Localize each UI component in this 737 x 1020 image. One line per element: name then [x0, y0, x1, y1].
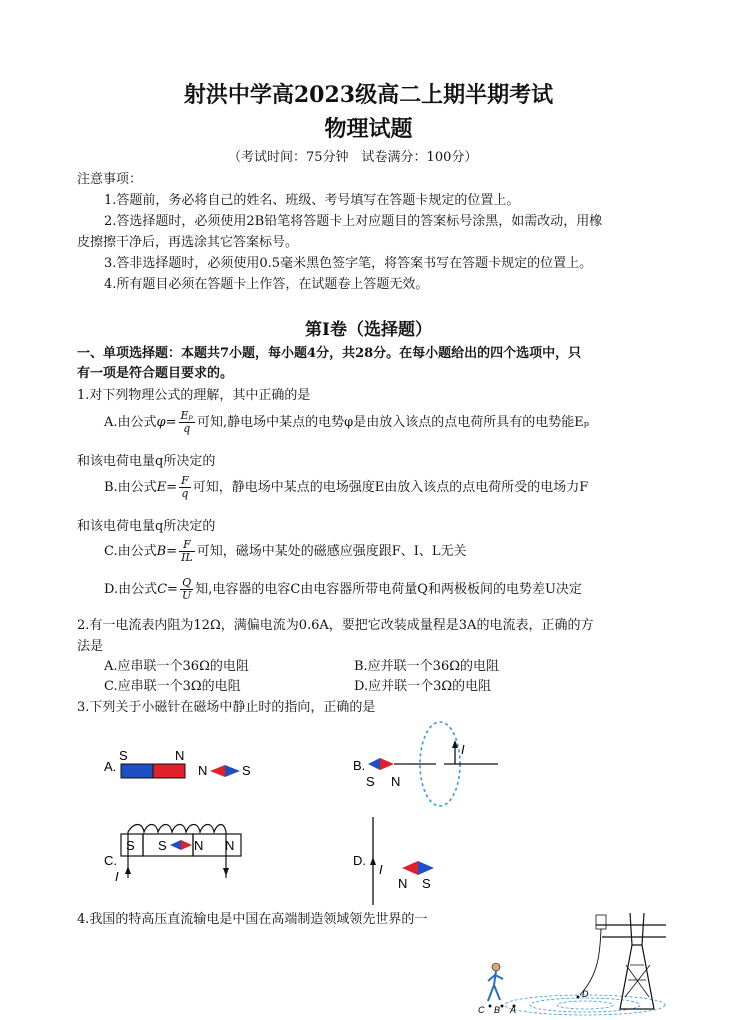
notice-item-1: 1.答题前，务必将自己的姓名、班级、考号填写在答题卡规定的位置上。: [104, 193, 520, 208]
person-head-icon: [492, 963, 500, 971]
point-b-dot: [501, 1005, 504, 1008]
subject-title: 物理试题: [324, 116, 413, 142]
q1-b-fraction: [179, 475, 191, 500]
fig-b-needle-south: [368, 758, 380, 770]
fig-a-needle-south: [225, 765, 240, 777]
q2-option-a: A.应串联一个36Ω的电阻: [104, 659, 249, 674]
q1-option-b-cont: 和该电荷电量q所决定的: [77, 519, 216, 534]
q1-a-den: q: [183, 422, 191, 435]
q1-a-fraction: [179, 410, 195, 435]
q4-figure-transmission-tower: [470, 905, 670, 1015]
q1-option-d: [104, 571, 582, 609]
fig-c-needle-south: [170, 840, 181, 850]
point-a-label: A: [510, 1005, 517, 1015]
fig-a-bar-s: S: [119, 748, 128, 763]
q1-c-fraction: [179, 539, 195, 564]
q1-c-prefix: C.由公式: [104, 544, 157, 559]
q1-b-den: q: [181, 487, 189, 500]
fig-c-right-n: N: [225, 838, 235, 853]
fig-c-current-in-arrow-icon: [125, 866, 131, 874]
fig-d-needle-north: [402, 861, 418, 875]
tower-mast-left: [630, 913, 632, 945]
notice-heading: 注意事项：: [77, 172, 143, 187]
fig-a-bar-n: N: [175, 748, 185, 763]
q1-d-text: 知,电容器的电容C由电容器所带电荷量Q和两极板间的电势差U决定: [195, 582, 582, 597]
fallen-wire: [580, 929, 601, 995]
q3-figure-b: [348, 718, 508, 818]
notice-item-4: 4.所有题目必须在答题卡上作答，在试题卷上答题无效。: [104, 277, 429, 292]
q2-stem-2: 法是: [77, 639, 104, 654]
fig-a-label: A.: [104, 759, 117, 774]
fig-a-needle-north: [210, 765, 225, 777]
tower-lattice: [625, 965, 650, 997]
q1-a-num: Eₚ: [180, 409, 193, 422]
notice-item-2: 2.答选择题时，必须使用2B铅笔将答题卡上对应题目的答案标号涂黑，如需改动，用橡: [104, 214, 603, 229]
point-c-label: C: [478, 1005, 485, 1015]
fig-a-bar-north-half: [153, 764, 185, 778]
q3-figure-c: [100, 818, 260, 898]
q1-d-num: Q: [180, 577, 193, 590]
fig-d-needle-south: [418, 861, 434, 875]
q1-option-b: [104, 469, 588, 507]
q1-a-lhs: φ=: [156, 415, 177, 430]
fig-a-needle-s: S: [242, 763, 251, 778]
fig-b-label: B.: [353, 758, 366, 773]
fig-c-current-out-arrow-icon: [223, 868, 229, 876]
q1-option-c: [104, 533, 467, 571]
q3-figure-a: [100, 738, 280, 788]
q1-c-lhs: B=: [156, 544, 178, 559]
fig-a-bar-south-half: [121, 764, 153, 778]
q1-option-a-cont: 和该电荷电量q所决定的: [77, 454, 216, 469]
q1-b-text: 可知，静电场中某点的电场强度E由放入该点的点电荷所受的电场力F: [192, 480, 589, 495]
q1-b-prefix: B.由公式: [104, 480, 157, 495]
q4-stem: 4.我国的特高压直流输电是中国在高端制造领域领先世界的一: [77, 912, 428, 927]
q2-option-c: C.应串联一个3Ω的电阻: [104, 679, 241, 694]
q2-stem-1: 2.有一电流表内阻为12Ω，满偏电流为0.6A，要把它改装成量程是3A的电流表，正确的方: [77, 618, 594, 633]
section-instruction-1: 一、单项选择题：本题共7小题，每小题4分，共28分。在每小题给出的四个选项中，只: [77, 346, 582, 361]
q3-stem: 3.下列关于小磁针在磁场中静止时的指向，正确的是: [77, 700, 376, 715]
tower-body-icon: [620, 945, 654, 1009]
point-b-label: B: [494, 1005, 501, 1015]
fig-a-needle-n: N: [198, 763, 208, 778]
fig-c-mid-n: N: [194, 838, 204, 853]
q1-a-text: 可知,静电场中某点的电势φ是由放入该点的点电荷所具有的电势能Eₚ: [196, 415, 589, 430]
notice-item-2-cont: 皮擦擦干净后，再选涂其它答案标号。: [77, 235, 299, 250]
fig-c-mid-s: S: [158, 838, 167, 853]
fig-c-label: C.: [104, 853, 117, 868]
q1-b-lhs: E=: [156, 480, 178, 495]
q1-d-fraction: [180, 577, 193, 602]
fig-d-label: D.: [353, 853, 366, 868]
tower-mast-right: [642, 913, 644, 945]
point-d-label: D: [582, 989, 589, 999]
fig-b-needle-north: [380, 758, 394, 770]
fig-d-current-label: I: [379, 862, 383, 877]
q2-option-d: D.应并联一个3Ω的电阻: [354, 679, 492, 694]
fig-b-needle-n: N: [391, 774, 401, 789]
tower-insulator-icon: [596, 915, 606, 929]
q1-d-lhs: C=: [157, 582, 178, 597]
q1-c-text: 可知，磁场中某处的磁感应强度跟F、I、L无关: [196, 544, 467, 559]
fig-d-current-arrow-icon: [370, 857, 376, 865]
q2-option-b: B.应并联一个36Ω的电阻: [354, 659, 500, 674]
q3-figure-d: [350, 815, 460, 905]
q1-c-num: F: [179, 539, 195, 552]
fig-c-needle-north: [181, 840, 192, 850]
fig-d-needle-n: N: [398, 876, 408, 891]
q1-d-prefix: D.由公式: [104, 582, 158, 597]
fig-b-needle-s: S: [366, 774, 375, 789]
fig-c-left-s: S: [126, 838, 135, 853]
notice-item-3: 3.答非选择题时，必须使用0.5毫米黑色签字笔，将答案书写在答题卡规定的位置上。: [104, 256, 593, 271]
q1-c-den: IL: [181, 551, 193, 564]
q1-d-den: U: [181, 589, 192, 602]
part1-title: 第Ⅰ卷（选择题）: [305, 320, 432, 340]
q1-stem: 1.对下列物理公式的理解，其中正确的是: [77, 388, 311, 403]
point-c-dot: [489, 1005, 492, 1008]
ground-ring-inner: [557, 1001, 613, 1009]
q1-a-prefix: A.由公式: [104, 415, 157, 430]
fig-c-current-label: I: [115, 869, 119, 884]
section-instruction-2: 有一项是符合题目要求的。: [77, 366, 234, 381]
ground-ring-mid: [530, 998, 640, 1012]
fig-d-needle-s: S: [422, 876, 431, 891]
point-d-dot: [577, 996, 580, 999]
q1-option-a: [104, 404, 589, 442]
fig-b-current-label: I: [461, 742, 465, 757]
q1-b-num: F: [181, 474, 189, 487]
exam-title: 射洪中学高2023级高二上期半期考试: [183, 82, 554, 108]
person-body-icon: [488, 971, 503, 1001]
exam-meta: （考试时间：75分钟 试卷满分：100分）: [228, 150, 478, 165]
